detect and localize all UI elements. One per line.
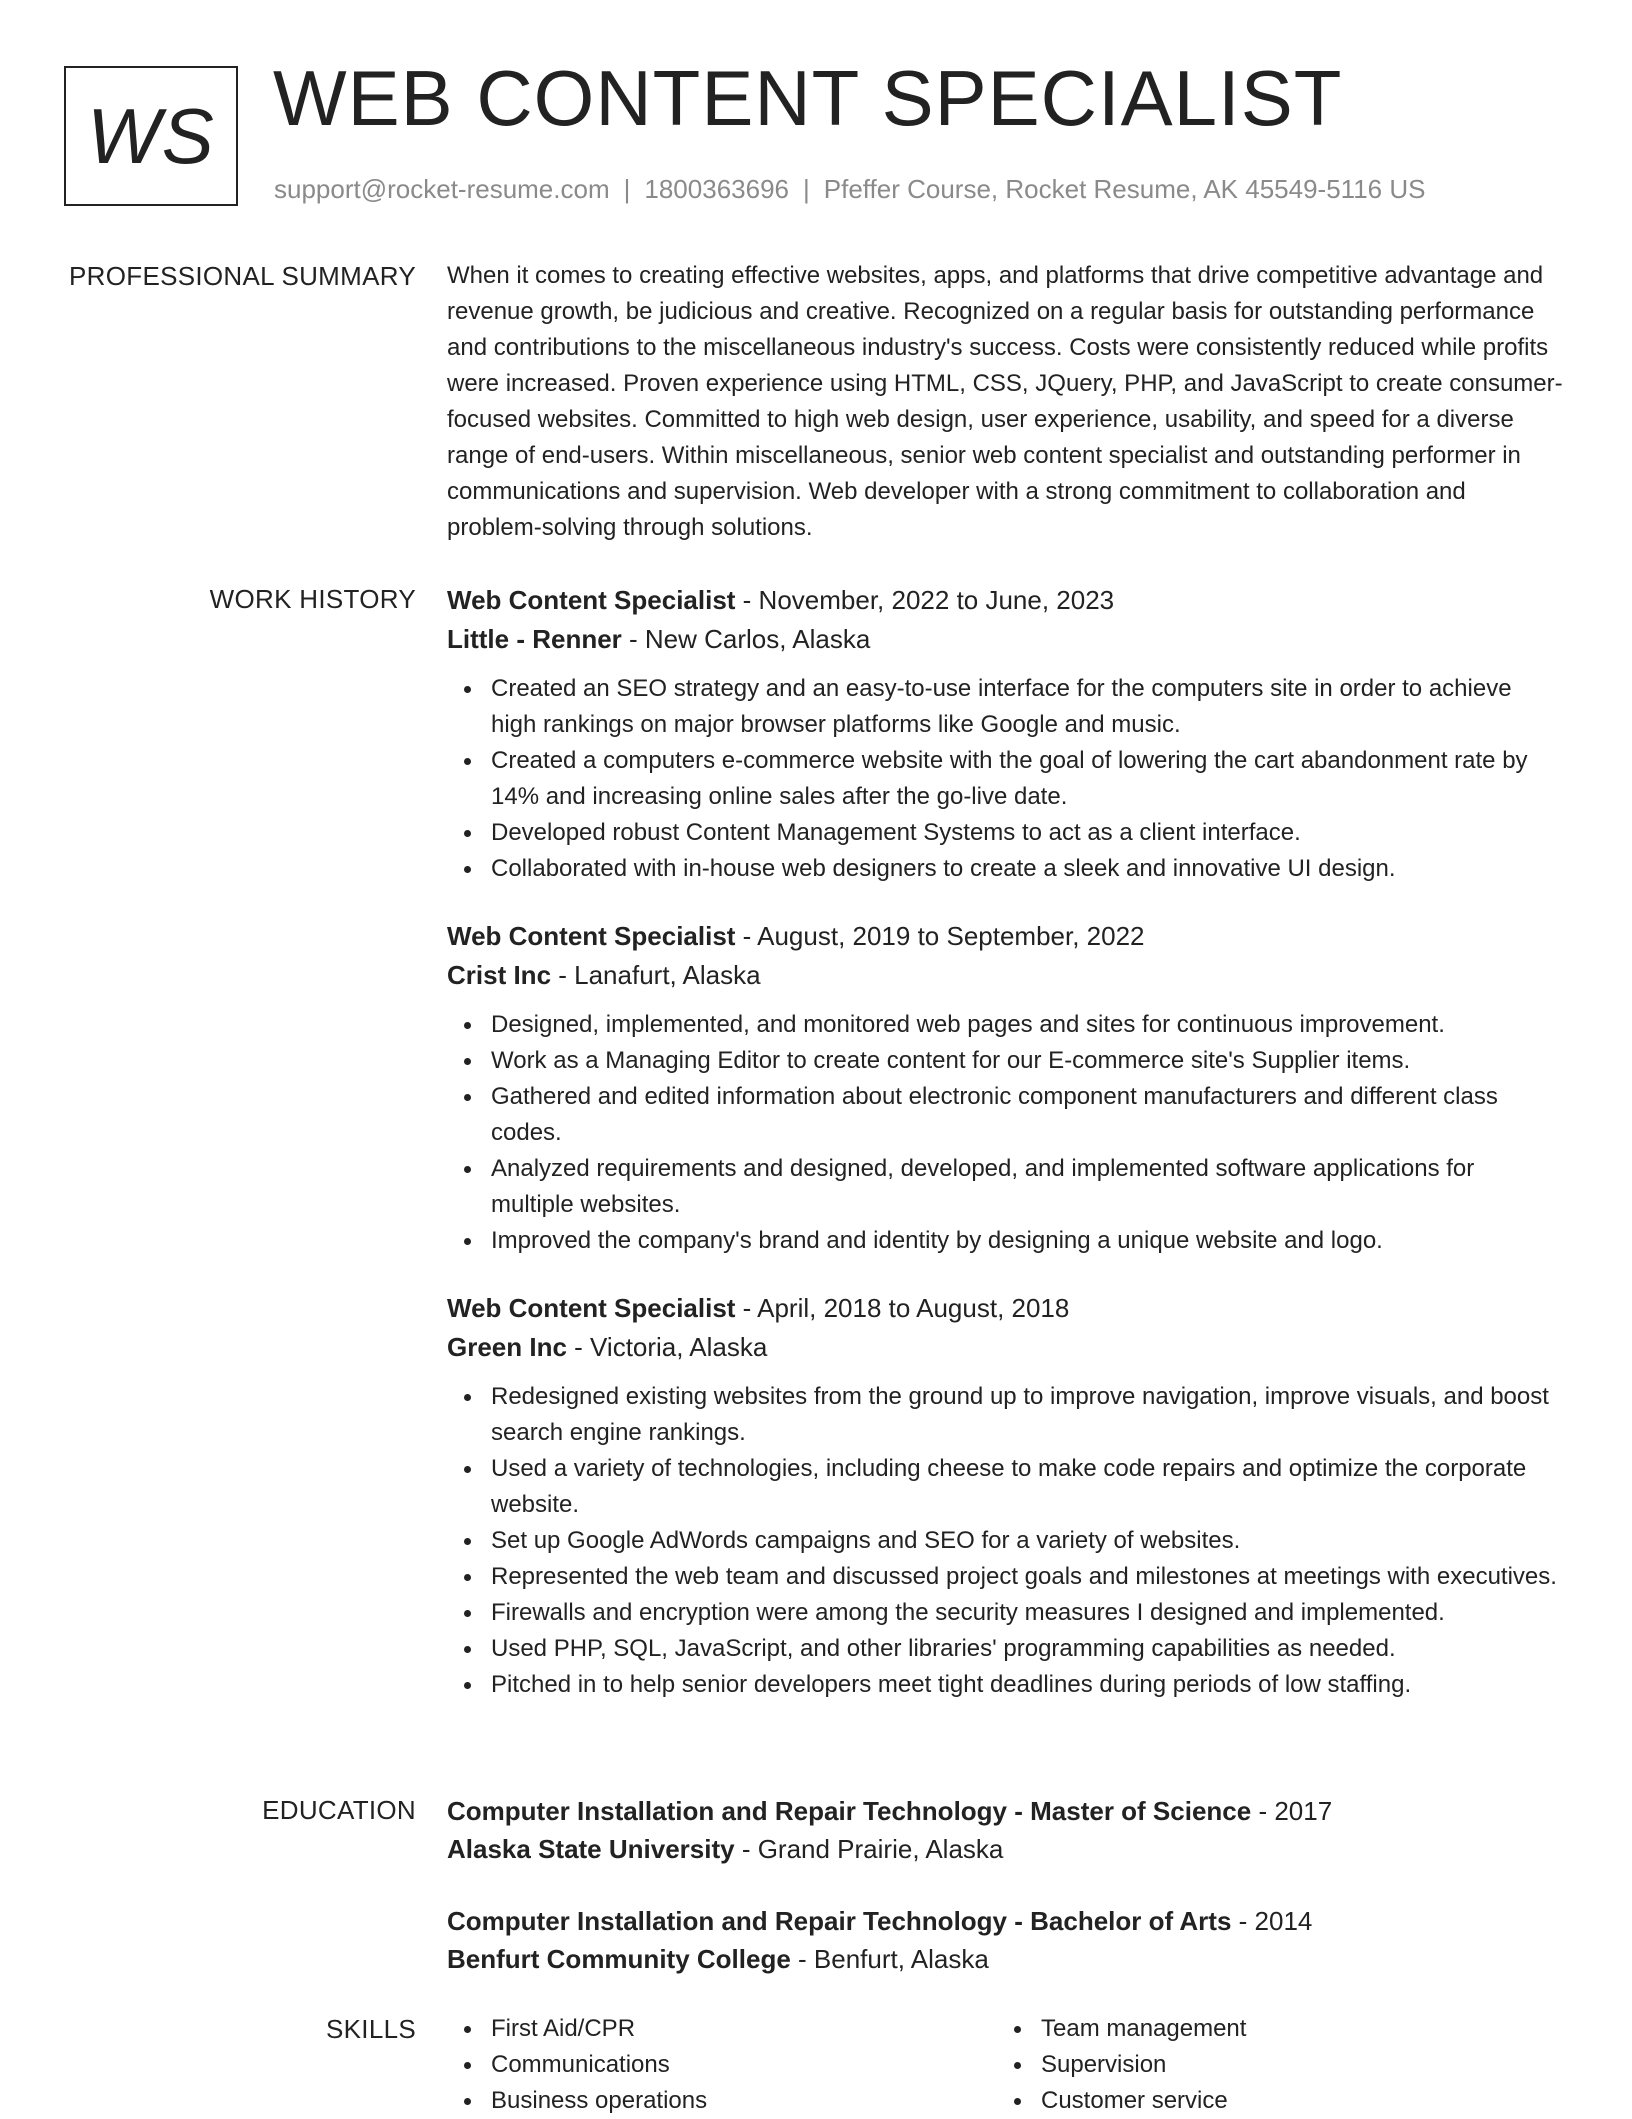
skills-list-left: [447, 2011, 997, 2119]
job-company: Green Inc: [447, 1332, 567, 1362]
job-dates: - November, 2022 to June, 2023: [735, 585, 1115, 615]
section-title-education: EDUCATION: [262, 1795, 416, 1825]
contact-address: Pfeffer Course, Rocket Resume, AK 45549-5116 US: [823, 174, 1426, 204]
education-entry: [447, 1792, 1563, 1868]
job-bullet: Collaborated with in-house web designers to create a sleek and innovative UI design.: [491, 851, 1563, 887]
education-school: Benfurt Community College: [447, 1944, 791, 1974]
skill-item: Team management: [1041, 2011, 1547, 2047]
skill-item: Business operations: [491, 2083, 997, 2119]
skills-list-right: [997, 2011, 1547, 2119]
education-year: - 2017: [1251, 1796, 1333, 1826]
job-entry: [447, 1289, 1563, 1703]
section-title-skills: SKILLS: [326, 2014, 416, 2044]
job-role: Web Content Specialist: [447, 585, 736, 615]
job-bullet: Work as a Managing Editor to create content for our E-commerce site's Supplier items.: [491, 1043, 1563, 1079]
contact-separator: |: [803, 174, 810, 204]
education-body: [447, 1792, 1563, 2012]
job-bullet: Created an SEO strategy and an easy-to-use interface for the computers site in order to achieve high rankings on major browser platforms like Google and music.: [491, 671, 1563, 743]
job-role-line: [447, 1289, 1563, 1328]
job-location: - Victoria, Alaska: [566, 1332, 768, 1362]
section-title-work-history: WORK HISTORY: [209, 584, 416, 614]
contact-line: [274, 174, 1425, 205]
education-entry: [447, 1902, 1563, 1978]
education-degree-line: [447, 1902, 1563, 1940]
job-bullet: Improved the company's brand and identity by designing a unique website and logo.: [491, 1223, 1563, 1259]
skills-column-right: [997, 2011, 1547, 2119]
job-role: Web Content Specialist: [447, 1293, 736, 1323]
job-bullets: [447, 671, 1563, 887]
skill-item: Customer service: [1041, 2083, 1547, 2119]
initials-text: WS: [87, 92, 215, 180]
education-school-line: [447, 1940, 1563, 1978]
education-location: - Grand Prairie, Alaska: [734, 1834, 1004, 1864]
education-degree-line: [447, 1792, 1563, 1830]
job-bullet: Used a variety of technologies, including cheese to make code repairs and optimize the corporate website.: [491, 1451, 1563, 1523]
job-dates: - April, 2018 to August, 2018: [735, 1293, 1070, 1323]
section-title-summary: PROFESSIONAL SUMMARY: [69, 261, 416, 291]
job-bullet: Used PHP, SQL, JavaScript, and other libraries' programming capabilities as needed.: [491, 1631, 1563, 1667]
job-role-line: [447, 917, 1563, 956]
skills-body: [447, 2011, 1563, 2119]
job-entry: [447, 581, 1563, 887]
job-company-line: [447, 620, 1563, 659]
job-bullet: Developed robust Content Management Systems to act as a client interface.: [491, 815, 1563, 851]
job-bullet: Represented the web team and discussed project goals and milestones at meetings with executives.: [491, 1559, 1563, 1595]
job-role: Web Content Specialist: [447, 921, 736, 951]
education-school: Alaska State University: [447, 1834, 735, 1864]
skill-item: Communications: [491, 2047, 997, 2083]
job-bullet: Gathered and edited information about electronic component manufacturers and different class codes.: [491, 1079, 1563, 1151]
job-bullet: Pitched in to help senior developers meet tight deadlines during periods of low staffing.: [491, 1667, 1563, 1703]
work-history-body: [447, 581, 1563, 1733]
job-bullet: Redesigned existing websites from the ground up to improve navigation, improve visuals, and boost search engine rankings.: [491, 1379, 1563, 1451]
contact-separator: |: [623, 174, 631, 204]
contact-email[interactable]: support@rocket-resume.com: [274, 174, 610, 204]
education-year: - 2014: [1231, 1906, 1313, 1936]
resume-name-title: WEB CONTENT SPECIALIST: [273, 54, 1343, 142]
job-entry: [447, 917, 1563, 1259]
job-bullets: [447, 1007, 1563, 1259]
job-bullet: Created a computers e-commerce website with the goal of lowering the cart abandonment rate by 14% and increasing online sales after the go-live date.: [491, 743, 1563, 815]
job-bullet: Analyzed requirements and designed, developed, and implemented software applications for multiple websites.: [491, 1151, 1563, 1223]
education-school-line: [447, 1830, 1563, 1868]
job-company: Little - Renner: [447, 624, 622, 654]
initials-monogram: [64, 66, 238, 206]
summary-text: When it comes to creating effective websites, apps, and platforms that drive competitive advantage and revenue growth, be judicious and creative. Recognized on a regular basis for outstanding performance and contributions to the miscellaneous industry's success. Costs were consistently reduced while profits were increased. Proven experience using HTML, CSS, JQuery, PHP, and JavaScript to create consumer-focused websites. Committed to high web design, user experience, usability, and speed for a diverse range of end-users. Within miscellaneous, senior web content specialist and outstanding performer in communications and supervision. Web developer with a strong commitment to collaboration and problem-solving through solutions.: [447, 262, 1563, 541]
job-bullets: [447, 1379, 1563, 1703]
job-company-line: [447, 1328, 1563, 1367]
summary-body: [447, 258, 1563, 546]
job-company-line: [447, 956, 1563, 995]
contact-phone[interactable]: 1800363696: [644, 174, 789, 204]
education-degree: Computer Installation and Repair Technology - Master of Science: [447, 1796, 1252, 1826]
job-dates: - August, 2019 to September, 2022: [735, 921, 1145, 951]
education-location: - Benfurt, Alaska: [790, 1944, 989, 1974]
job-company: Crist Inc: [447, 960, 552, 990]
job-role-line: [447, 581, 1563, 620]
job-bullet: Firewalls and encryption were among the security measures I designed and implemented.: [491, 1595, 1563, 1631]
skills-column-left: [447, 2011, 997, 2119]
job-location: - New Carlos, Alaska: [621, 624, 871, 654]
skills-columns: [447, 2011, 1563, 2119]
education-degree: Computer Installation and Repair Technology - Bachelor of Arts: [447, 1906, 1232, 1936]
skill-item: First Aid/CPR: [491, 2011, 997, 2047]
job-location: - Lanafurt, Alaska: [551, 960, 761, 990]
job-bullet: Designed, implemented, and monitored web pages and sites for continuous improvement.: [491, 1007, 1563, 1043]
job-bullet: Set up Google AdWords campaigns and SEO for a variety of websites.: [491, 1523, 1563, 1559]
skill-item: Supervision: [1041, 2047, 1547, 2083]
